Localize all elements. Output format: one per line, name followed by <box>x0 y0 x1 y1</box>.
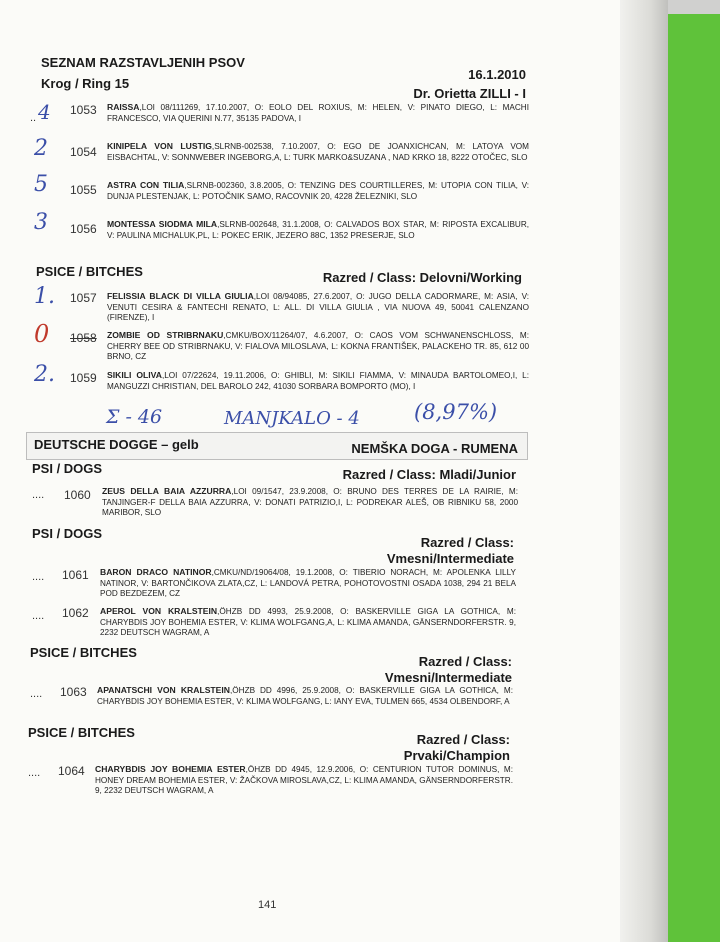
entry-1063 <box>97 685 513 707</box>
entry-details: ,SLRNB-002538, 7.10.2007, O: EGO DE JOANXICHCAN, M: LATOYA VOM EISBACHTAL, V: SONNWEBER INGEBORG,A, L: TURK MARKO&SUZANA , NAD KRKO 18, 8222 OTOČEC, SLO <box>107 142 529 162</box>
handwritten-placing-1059: 2. <box>34 362 55 387</box>
entry-1055 <box>107 180 529 202</box>
class-label-junior: Razred / Class: Mladi/Junior <box>342 467 516 482</box>
entry-details: ,LOI 08/94085, 27.6.2007, O: JUGO DELLA CADORMARE, M: ASIA, V: VENUTI CESIRA & FANTECHI RENATO, L: ALL. DI VILLA GIULIA , VIA NUOVA 49, 50041 CALENZANO (FIRENZE), I <box>107 292 530 322</box>
entry-1059 <box>107 370 529 392</box>
dog-name: CHARYBDIS JOY BOHEMIA ESTER <box>95 764 246 774</box>
class-label-line: Razred / Class: <box>416 732 510 747</box>
handwritten-percent: (8,97%) <box>414 400 498 424</box>
entry-details: ,LOI 09/1547, 23.9.2008, O: BRUNO DES TERRES DE LA RAIRIE, M: TANJINGER-F DELLA BAIA AZZURRA, V: DONATI PATRIZIO,I, L: PODREKAR ALEŠ, OB RIBNIKU 58, 2000 MARIBOR, SLO <box>102 487 519 517</box>
breed-name-de: DEUTSCHE DOGGE – gelb <box>34 437 199 452</box>
entry-details: ,SLRNB-002648, 31.1.2008, O: CALVADOS BOX STAR, M: RIPOSTA EXCALIBUR, V: PAULINA MICHALUK,PL, L: POKEC ERIK, JEZERO 88C, 1352 PRESERJE, SLO <box>107 220 530 240</box>
section-title-dogs: PSI / DOGS <box>32 461 103 476</box>
entry-number-1057: 1057 <box>70 291 97 305</box>
entry-dots-1064: .... <box>28 767 41 779</box>
class-label-line: Vmesni/Intermediate <box>384 670 512 685</box>
entry-number-1053: 1053 <box>70 103 97 117</box>
dog-name: RAISSA <box>107 102 140 112</box>
entry-number-1060: 1060 <box>64 488 91 502</box>
class-label-line: Razred / Class: <box>420 535 514 550</box>
entry-number-1059: 1059 <box>70 371 97 385</box>
entry-number-1054: 1054 <box>70 145 97 159</box>
class-label-bitches-intermediate <box>318 654 512 686</box>
entry-details: ,CMKU/ND/19064/08, 19.1.2008, O: TIBERIO NORACH, M: APOLENKA LILLY NATINOR, V: BARTONČIKOVA ZLATA,CZ, L: LANDOVÁ PETRA, POHOTOVOSTNI OSADA 1038, 294 21 BELA POD BEZDEZEM, CZ <box>100 568 516 598</box>
entry-dots: .. <box>30 112 37 124</box>
dog-name: FELISSIA BLACK DI VILLA GIULIA <box>107 291 254 301</box>
show-date: 16.1.2010 <box>468 67 526 82</box>
handwritten-total: Σ - 46 <box>106 406 163 428</box>
breed-name-sl: NEMŠKA DOGA - RUMENA <box>351 441 518 456</box>
handwritten-placing-1054: 2 <box>34 136 48 161</box>
entry-details: ,LOI 07/22624, 19.11.2006, O: GHIBLI, M: SIKILI FIAMMA, V: MINAUDA BARTOLOMEO,I, L: MANGUZZI CHRISTIAN, DEL BAROLO 242, 41030 SORBARA BOMPORTO (MO), I <box>107 371 529 391</box>
dog-name: APEROL VON KRALSTEIN <box>100 606 218 616</box>
entry-1061 <box>100 567 516 600</box>
entry-1054 <box>107 141 529 163</box>
entry-details: ,CMKU/BOX/11264/07, 4.6.2007, O: CAOS VOM SCHWANENSCHLOSS, M: CHERRY BEE OD STRIBRNAKU, V: FIALOVA MILOSLAVA, L: KOKNA FRANTIŠEK, PALACKEHO TR. 85, 612 00 BRNO, CZ <box>107 331 529 361</box>
entry-details: ,ÖHZB DD 4945, 12.9.2006, O: CENTURION TUTOR DOMINUS, M: HONEY DREAM BOHEMIA ESTER, V: ŽAČKOVA MIROSLAVA,CZ, L: KLIMA AMANDA, GÄNSERNDORFERSTR. 9, 2232 DEUTSCH WAGRAM, A <box>95 765 513 795</box>
entry-number-1061: 1061 <box>62 568 89 582</box>
class-label-line: Prvaki/Champion <box>403 748 510 763</box>
dog-name: ZEUS DELLA BAIA AZZURRA <box>102 486 232 496</box>
judge-name: Dr. Orietta ZILLI - I <box>413 86 526 101</box>
entry-number-1055: 1055 <box>70 183 97 197</box>
dog-name: ZOMBIE OD STRIBRNAKU <box>107 330 224 340</box>
entry-number-1063: 1063 <box>60 685 87 699</box>
entry-number-1056: 1056 <box>70 222 97 236</box>
handwritten-placing-1056: 3 <box>34 210 48 235</box>
entry-details: ,LOI 08/111269, 17.10.2007, O: EOLO DEL ROXIUS, M: HELEN, V: PINATO DIEGO, L: MACHI FRANCESCO, VIA QUERINI N.77, 35135 PADOVA, I <box>107 103 529 123</box>
entry-dots-1060: .... <box>32 489 45 501</box>
entry-dots-1061: .... <box>32 571 45 583</box>
entry-number-1064: 1064 <box>58 764 85 778</box>
section-title-dogs-intermediate: PSI / DOGS <box>32 526 103 541</box>
entry-1057 <box>107 291 529 324</box>
green-divider <box>668 14 720 942</box>
entry-1062 <box>100 606 516 639</box>
entry-1053 <box>107 102 529 124</box>
handwritten-placing-1057: 1. <box>34 284 55 309</box>
section-title-bitches: PSICE / BITCHES <box>36 264 143 279</box>
page-binding-shadow <box>620 0 670 942</box>
entry-details: ,SLRNB-002360, 3.8.2005, O: TENZING DES COURTILLERES, M: UTOPIA CON TILIA, V: DUNJA PLESTENJAK, L: POTOČNIK SAMO, RACOVNIK 20, 4228 ŽELEZNIKI, SLO <box>107 181 529 201</box>
entry-details: ,ÖHZB DD 4996, 25.9.2008, O: BASKERVILLE GIGA LA GOTHICA, M: CHARYBDIS JOY BOHEMIA ESTER, V: KLIMA WOLFGANG, L: IANY EVA, TULMEN 665, 4534 OLBENDORF, A <box>97 686 513 706</box>
class-label-intermediate <box>320 535 514 567</box>
entry-dots-1063: .... <box>30 688 43 700</box>
handwritten-missing: MANJKALO - 4 <box>224 408 360 429</box>
class-label-line: Razred / Class: <box>418 654 512 669</box>
dog-name: MONTESSA SIODMA MILA <box>107 219 218 229</box>
dog-name: APANATSCHI VON KRALSTEIN <box>97 685 231 695</box>
class-label-working: Razred / Class: Delovni/Working <box>322 270 522 285</box>
class-label-line: Vmesni/Intermediate <box>386 551 514 566</box>
handwritten-placing-1055: 5 <box>34 172 48 197</box>
desk-edge <box>668 0 720 14</box>
handwritten-placing-1053: 4 <box>38 100 51 124</box>
dog-name: SIKILI OLIVA <box>107 370 162 380</box>
entry-details: ,ÖHZB DD 4993, 25.9.2008, O: BASKERVILLE GIGA LA GOTHICA, M: CHARYBDIS JOY BOHEMIA ESTER, V: KLIMA WOLFGANG,A, L: KLIMA AMANDA, GÄNSERNDORFERSTR. 9, 2232 DEUTSCH WAGRAM, A <box>100 607 516 637</box>
list-title: SEZNAM RAZSTAVLJENIH PSOV <box>41 55 245 70</box>
section-title-bitches-champion: PSICE / BITCHES <box>28 725 135 740</box>
dog-name: KINIPELA VON LUSTIG <box>107 141 212 151</box>
handwritten-absent-mark-1058: 0 <box>34 320 50 348</box>
entry-1060 <box>102 486 518 519</box>
dog-name: BARON DRACO NATINOR <box>100 567 212 577</box>
page-number: 141 <box>258 899 277 911</box>
dog-name: ASTRA CON TILIA <box>107 180 185 190</box>
entry-1064 <box>95 764 513 797</box>
entry-1058 <box>107 330 529 363</box>
entry-number-1062: 1062 <box>62 606 89 620</box>
entry-number-1058: 1058 <box>70 331 97 345</box>
class-label-champion <box>316 732 510 764</box>
entry-1056 <box>107 219 529 241</box>
section-title-bitches-intermediate: PSICE / BITCHES <box>30 645 137 660</box>
ring-label: Krog / Ring 15 <box>41 76 130 91</box>
entry-dots-1062: .... <box>32 610 45 622</box>
